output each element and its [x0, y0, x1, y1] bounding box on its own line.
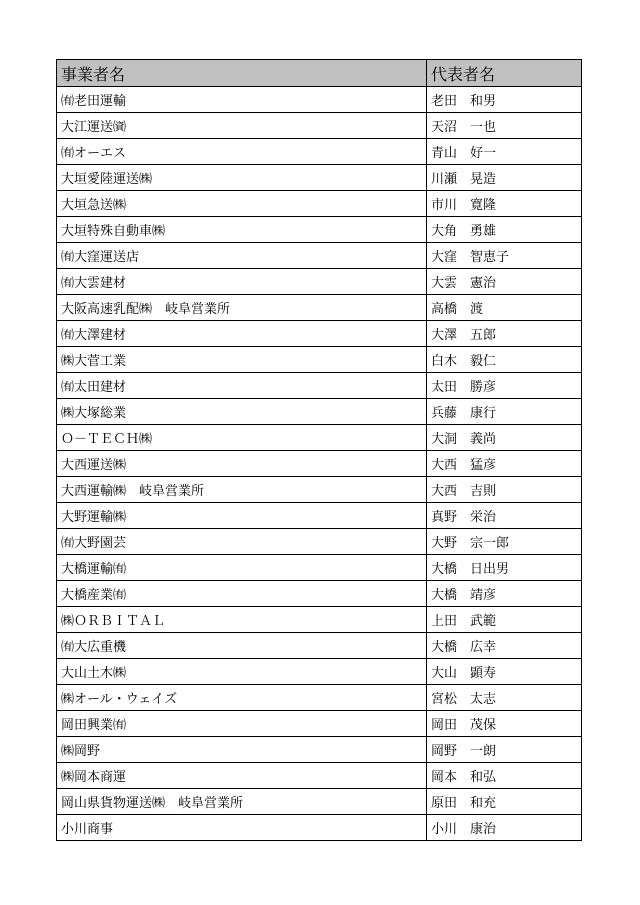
representative-name-cell: 小川 康治 [427, 815, 582, 841]
representative-name-cell: 大窪 智恵子 [427, 243, 582, 269]
company-name-cell: 大垣急送㈱ [57, 191, 427, 217]
representative-name-cell: 宮松 太志 [427, 685, 582, 711]
representative-name-cell: 原田 和充 [427, 789, 582, 815]
representative-name-cell: 大角 勇雄 [427, 217, 582, 243]
table-row [57, 87, 582, 113]
table-row [57, 425, 582, 451]
representative-column-header: 代表者名 [427, 60, 582, 87]
table-row [57, 529, 582, 555]
company-name-cell: ㈱岡本商運 [57, 763, 427, 789]
company-name-cell: ㈲老田運輸 [57, 87, 427, 113]
representative-name-cell: 大西 猛彦 [427, 451, 582, 477]
company-name-cell: ㈱大塚総業 [57, 399, 427, 425]
table-row [57, 503, 582, 529]
representative-name-cell: 市川 寛隆 [427, 191, 582, 217]
table-row [57, 191, 582, 217]
table-row [57, 555, 582, 581]
table-row [57, 321, 582, 347]
table-row [57, 243, 582, 269]
table-body [57, 87, 582, 841]
company-name-cell: ㈲大澤建材 [57, 321, 427, 347]
table-row [57, 165, 582, 191]
company-name-cell: ㈱大菅工業 [57, 347, 427, 373]
company-name-cell: 大野運輸㈱ [57, 503, 427, 529]
table-row [57, 477, 582, 503]
company-name-cell: ㈱オール・ウェイズ [57, 685, 427, 711]
representative-name-cell: 大橋 広幸 [427, 633, 582, 659]
representative-name-cell: 大洞 義尚 [427, 425, 582, 451]
company-column-header: 事業者名 [57, 60, 427, 87]
company-name-cell: 大橋運輸㈲ [57, 555, 427, 581]
table-row [57, 711, 582, 737]
representative-name-cell: 大山 顕寿 [427, 659, 582, 685]
company-name-cell: 大江運送㈾ [57, 113, 427, 139]
representative-name-cell: 大西 吉則 [427, 477, 582, 503]
table-row [57, 269, 582, 295]
company-name-cell: 大西運送㈱ [57, 451, 427, 477]
representative-name-cell: 高橋 渡 [427, 295, 582, 321]
representative-name-cell: 上田 武範 [427, 607, 582, 633]
representative-name-cell: 兵藤 康行 [427, 399, 582, 425]
company-name-cell: 岡山県貨物運送㈱ 岐阜営業所 [57, 789, 427, 815]
representative-name-cell: 大橋 日出男 [427, 555, 582, 581]
representative-name-cell: 大雲 憲治 [427, 269, 582, 295]
table-row [57, 217, 582, 243]
table-row [57, 815, 582, 841]
company-name-cell: 大阪高速乳配㈱ 岐阜営業所 [57, 295, 427, 321]
table-row [57, 763, 582, 789]
company-name-cell: ㈲オーエス [57, 139, 427, 165]
representative-name-cell: 白木 毅仁 [427, 347, 582, 373]
representative-name-cell: 太田 勝彦 [427, 373, 582, 399]
table-row [57, 373, 582, 399]
company-name-cell: 小川商事 [57, 815, 427, 841]
company-name-cell: ㈲大雲建材 [57, 269, 427, 295]
table-row [57, 737, 582, 763]
company-name-cell: ㈱ＯＲＢＩＴＡＬ [57, 607, 427, 633]
representative-name-cell: 岡田 茂保 [427, 711, 582, 737]
table-row [57, 399, 582, 425]
table-row [57, 789, 582, 815]
company-name-cell: ㈲太田建材 [57, 373, 427, 399]
representative-name-cell: 岡本 和弘 [427, 763, 582, 789]
table-row [57, 113, 582, 139]
company-name-cell: 岡田興業㈲ [57, 711, 427, 737]
table-row [57, 295, 582, 321]
company-name-cell: 大山土木㈱ [57, 659, 427, 685]
table-row [57, 659, 582, 685]
company-name-cell: 大西運輸㈱ 岐阜営業所 [57, 477, 427, 503]
company-name-cell: 大垣愛陸運送㈱ [57, 165, 427, 191]
table-row [57, 451, 582, 477]
table-row [57, 139, 582, 165]
representative-name-cell: 岡野 一朗 [427, 737, 582, 763]
company-name-cell: Ｏ－ＴＥＣＨ㈱ [57, 425, 427, 451]
company-roster-table [56, 59, 582, 841]
representative-name-cell: 大野 宗一郎 [427, 529, 582, 555]
representative-name-cell: 青山 好一 [427, 139, 582, 165]
table-row [57, 607, 582, 633]
table-row [57, 685, 582, 711]
representative-name-cell: 天沼 一也 [427, 113, 582, 139]
table-row [57, 633, 582, 659]
company-name-cell: 大垣特殊自動車㈱ [57, 217, 427, 243]
representative-name-cell: 老田 和男 [427, 87, 582, 113]
representative-name-cell: 真野 栄治 [427, 503, 582, 529]
representative-name-cell: 川瀬 晃造 [427, 165, 582, 191]
company-name-cell: 大橋産業㈲ [57, 581, 427, 607]
company-name-cell: ㈲大広重機 [57, 633, 427, 659]
representative-name-cell: 大橋 靖彦 [427, 581, 582, 607]
table-row [57, 347, 582, 373]
representative-name-cell: 大澤 五郎 [427, 321, 582, 347]
company-name-cell: ㈲大窪運送店 [57, 243, 427, 269]
table-row [57, 581, 582, 607]
table-header-row [57, 60, 582, 87]
company-name-cell: ㈲大野園芸 [57, 529, 427, 555]
company-name-cell: ㈱岡野 [57, 737, 427, 763]
